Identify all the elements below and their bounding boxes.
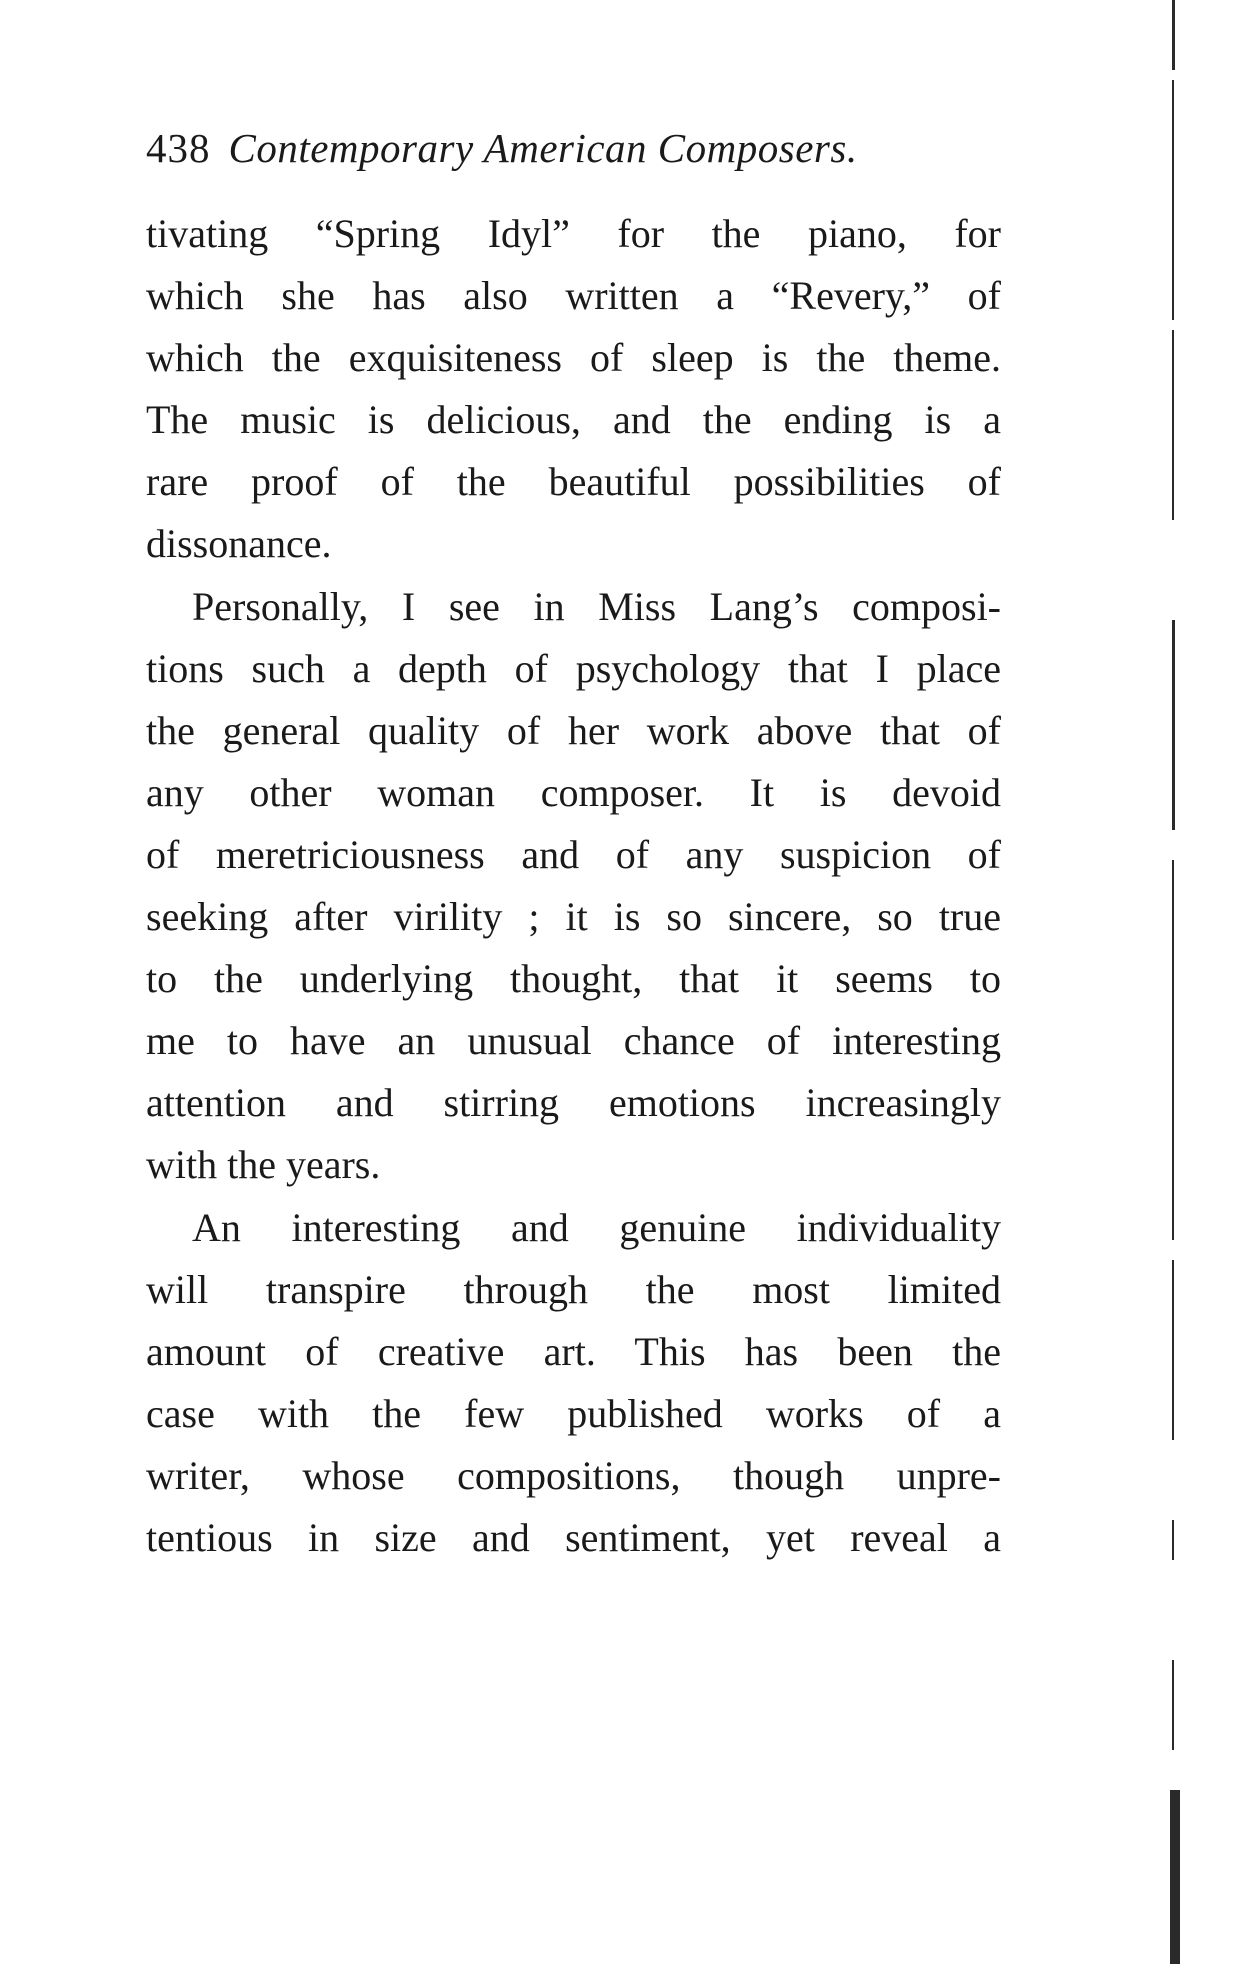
text-line: me to have an unusual chance of interesting xyxy=(146,1018,1001,1064)
edge-mark xyxy=(1172,0,1175,70)
text-line: the general quality of her work above that of xyxy=(146,707,1001,753)
text-line: tentious in size and sentiment, yet reveal a xyxy=(146,1514,1001,1560)
text-line: rare proof of the beautiful possibilities of xyxy=(146,459,1001,505)
edge-mark xyxy=(1172,1520,1174,1560)
body-text xyxy=(146,203,1001,1569)
text-line: An interesting and genuine individuality xyxy=(192,1204,1001,1250)
text-line: seeking after virility ; it is so sincere, so true xyxy=(146,894,1001,940)
text-line: case with the few published works of a xyxy=(146,1390,1001,1436)
edge-mark xyxy=(1170,1790,1180,1964)
text-line: dissonance. xyxy=(146,521,332,567)
running-title: Contemporary American Composers. xyxy=(228,125,858,171)
text-line: The music is delicious, and the ending is a xyxy=(146,397,1001,443)
edge-mark xyxy=(1172,620,1175,830)
text-line: will transpire through the most limited xyxy=(146,1266,1001,1312)
edge-mark xyxy=(1172,860,1174,1240)
binding-edge xyxy=(1168,0,1188,1964)
text-line: tions such a depth of psychology that I place xyxy=(146,645,1001,691)
edge-mark xyxy=(1172,80,1174,320)
text-line: any other woman composer. It is devoid xyxy=(146,769,1001,815)
text-line: to the underlying thought, that it seems to xyxy=(146,956,1001,1002)
text-line: of meretriciousness and of any suspicion of xyxy=(146,831,1001,877)
text-line: Personally, I see in Miss Lang’s composi- xyxy=(192,583,1001,629)
text-line: tivating “Spring Idyl” for the piano, for xyxy=(146,211,1001,256)
edge-mark xyxy=(1172,1260,1174,1440)
running-header xyxy=(146,118,1006,178)
text-line: with the years. xyxy=(146,1142,381,1188)
text-line: attention and stirring emotions increasingly xyxy=(146,1080,1001,1126)
text-line: amount of creative art. This has been the xyxy=(146,1328,1001,1374)
text-line: which the exquisiteness of sleep is the theme. xyxy=(146,335,1001,381)
page-number: 438 xyxy=(146,125,211,171)
edge-mark xyxy=(1172,1660,1174,1750)
text-line: which she has also written a “Revery,” of xyxy=(146,273,1001,319)
edge-mark xyxy=(1172,330,1174,520)
text-line: writer, whose compositions, though unpre- xyxy=(146,1452,1001,1498)
